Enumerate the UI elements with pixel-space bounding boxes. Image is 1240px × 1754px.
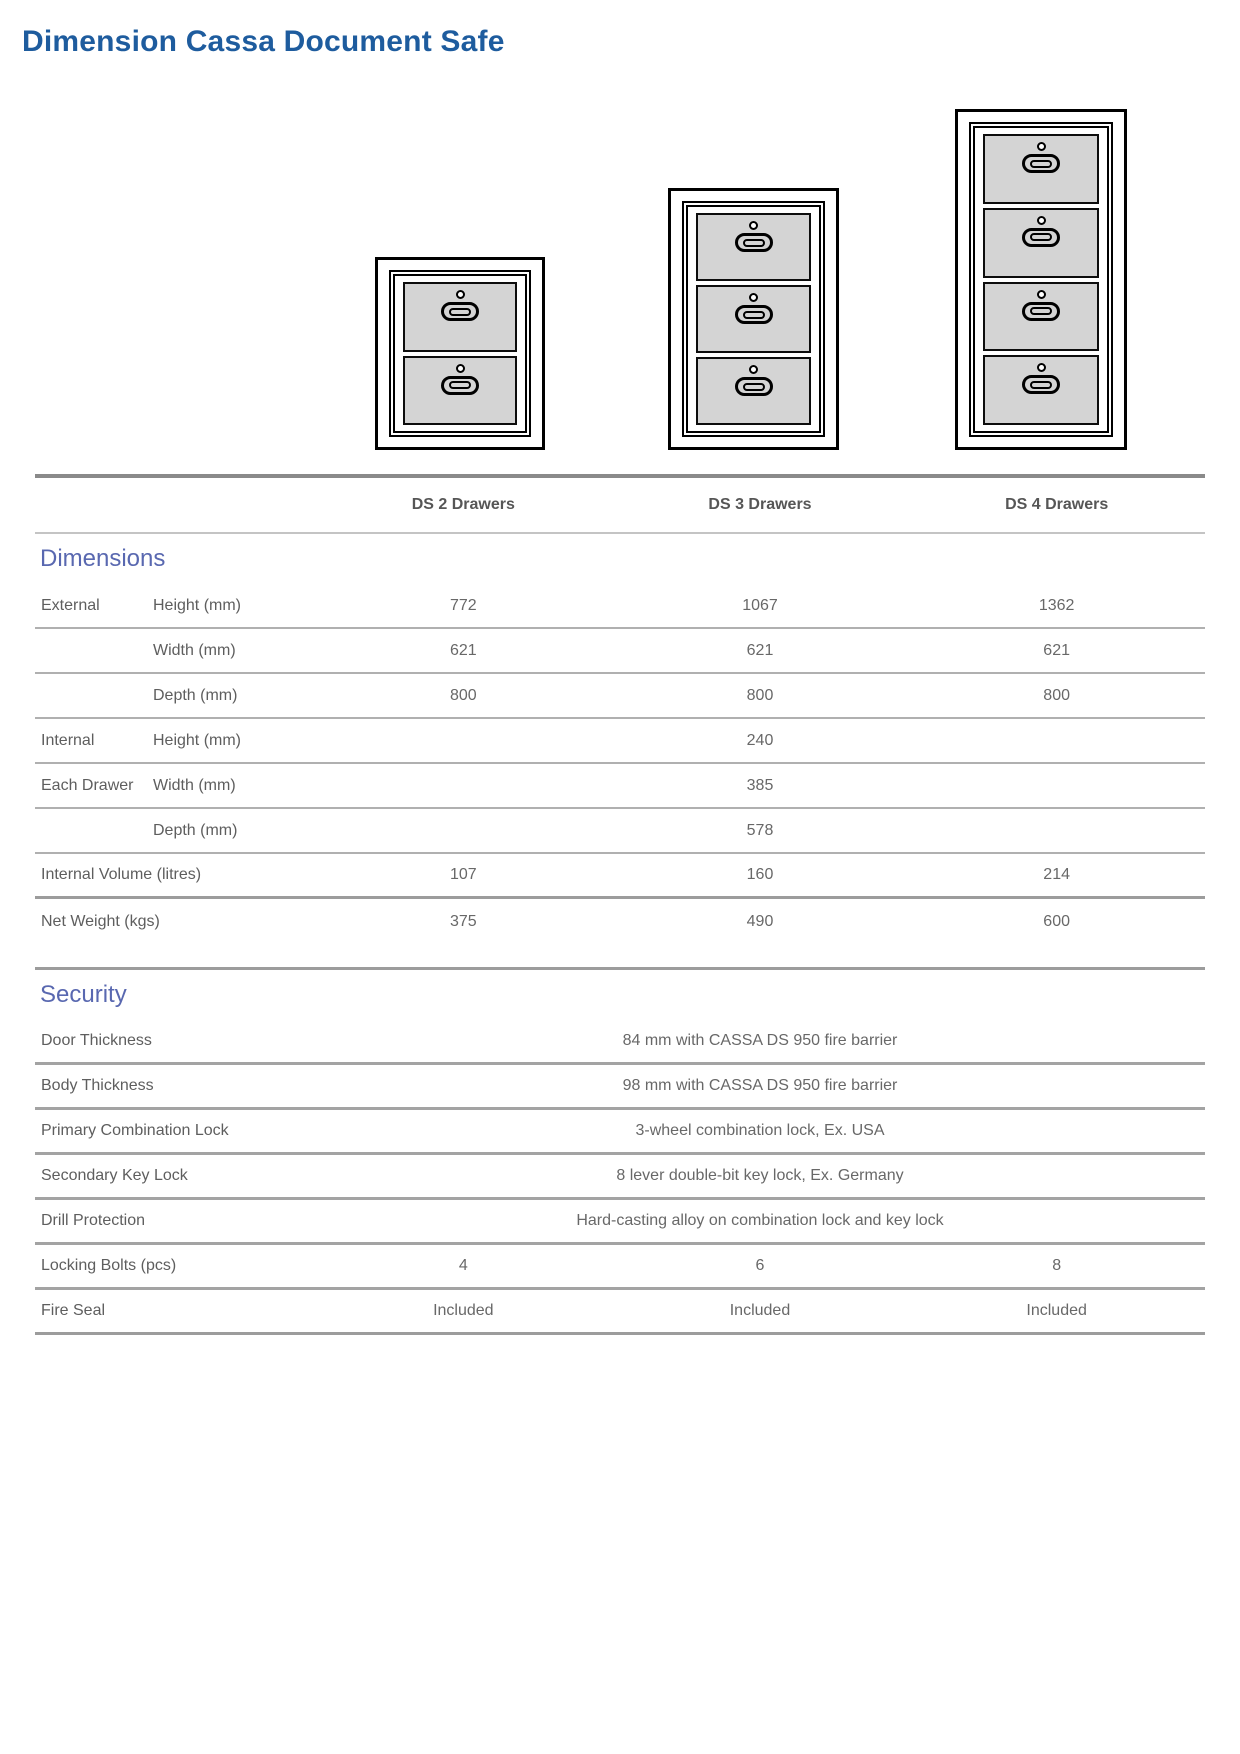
dimensions-section — [35, 534, 1205, 584]
row-group-label: Internal — [41, 731, 95, 749]
cell-value: 621 — [746, 641, 774, 659]
cell-value: 772 — [449, 596, 477, 614]
spec-table — [35, 474, 1205, 1335]
spec-row-primary-combination-lock — [35, 1110, 1205, 1155]
cell-value: 800 — [1043, 686, 1070, 704]
spec-row-fire-seal — [35, 1290, 1205, 1335]
drawer-handle-grip — [1030, 307, 1052, 315]
spec-row-locking-bolts — [35, 1245, 1205, 1290]
drawer-handle-grip — [449, 308, 471, 316]
drawer-handle-grip — [1030, 160, 1052, 168]
cell-value: 800 — [746, 686, 774, 704]
drawer-lock-icon — [456, 290, 465, 299]
row-label: Depth (mm) — [153, 821, 238, 839]
spec-row-net-weight — [35, 899, 1205, 944]
cell-value: 1067 — [742, 596, 778, 614]
safe-illustration-ds-4-drawers — [955, 109, 1127, 450]
table-header-row — [35, 478, 1205, 534]
drawer-lock-icon — [749, 365, 758, 374]
drawer-handle-icon — [735, 233, 773, 252]
drawer-lock-icon — [749, 293, 758, 302]
drawer-handle-icon — [441, 302, 479, 321]
cell-value: Included — [729, 1302, 791, 1319]
column-header-ds-2-drawers: DS 2 Drawers — [411, 496, 515, 513]
safe-drawer — [983, 208, 1099, 278]
spec-row-internal-height — [35, 719, 1205, 764]
spec-row-external-width — [35, 629, 1205, 674]
page-title: Dimension Cassa Document Safe — [22, 25, 505, 58]
drawer-stack — [983, 134, 1099, 425]
row-label: Height (mm) — [153, 731, 242, 749]
cell-value: 490 — [746, 912, 774, 930]
drawer-handle-grip — [1030, 381, 1052, 389]
spec-row-external-depth — [35, 674, 1205, 719]
drawer-handle-icon — [441, 376, 479, 395]
safe-drawer — [696, 213, 811, 281]
row-label: Fire Seal — [41, 1302, 106, 1319]
cell-value: 214 — [1043, 866, 1070, 883]
cell-value-merged: Hard-casting alloy on combination lock and key lock — [576, 1212, 944, 1229]
drawer-handle-icon — [1022, 375, 1060, 394]
spec-row-each-drawer-width — [35, 764, 1205, 809]
row-label: Drill Protection — [41, 1212, 146, 1229]
drawer-handle-icon — [1022, 154, 1060, 173]
row-label: Internal Volume (litres) — [41, 866, 202, 883]
drawer-stack — [403, 282, 517, 425]
row-group-label: Each Drawer — [41, 776, 134, 794]
spec-row-body-thickness — [35, 1065, 1205, 1110]
row-label: Body Thickness — [41, 1077, 154, 1094]
drawer-lock-icon — [1037, 142, 1046, 151]
spec-row-each-drawer-depth — [35, 809, 1205, 854]
drawer-handle-grip — [743, 383, 765, 391]
cell-value: 1362 — [1038, 596, 1075, 614]
column-header-ds-3-drawers: DS 3 Drawers — [708, 496, 812, 513]
row-label: Width (mm) — [153, 776, 236, 794]
row-label: Door Thickness — [41, 1032, 152, 1049]
row-label: Locking Bolts (pcs) — [41, 1257, 177, 1274]
cell-value: 375 — [449, 912, 477, 930]
cell-value: 600 — [1043, 912, 1070, 930]
drawer-handle-icon — [1022, 228, 1060, 247]
spec-row-door-thickness — [35, 1020, 1205, 1065]
cell-value: 6 — [755, 1257, 765, 1274]
row-label: Depth (mm) — [153, 686, 238, 704]
safe-drawer — [403, 356, 517, 426]
safe-door-frame — [969, 122, 1113, 437]
row-label: Width (mm) — [153, 641, 236, 659]
drawer-lock-icon — [456, 364, 465, 373]
row-group-label: External — [41, 596, 100, 614]
drawer-handle-grip — [743, 239, 765, 247]
column-header-ds-4-drawers: DS 4 Drawers — [1005, 496, 1109, 513]
cell-value: 8 — [1052, 1257, 1062, 1274]
safe-inner-frame — [973, 126, 1109, 433]
safe-illustration-ds-3-drawers — [668, 188, 839, 450]
safe-drawer — [696, 285, 811, 353]
cell-value-merged: 8 lever double-bit key lock, Ex. Germany — [616, 1167, 904, 1184]
safe-door-frame — [389, 270, 531, 437]
cell-value: 160 — [746, 866, 774, 883]
cell-value: 107 — [449, 866, 477, 883]
cell-value: 621 — [449, 641, 477, 659]
safe-drawer — [983, 282, 1099, 352]
row-label: Primary Combination Lock — [41, 1122, 229, 1139]
drawer-lock-icon — [1037, 363, 1046, 372]
safe-drawer — [983, 134, 1099, 204]
cell-value: 385 — [746, 776, 774, 794]
safe-inner-frame — [686, 205, 821, 433]
drawer-handle-icon — [1022, 302, 1060, 321]
section-heading-dimensions: Dimensions — [40, 545, 166, 572]
drawer-lock-icon — [1037, 290, 1046, 299]
row-label: Height (mm) — [153, 596, 242, 614]
drawer-handle-grip — [449, 381, 471, 389]
safe-door-frame — [682, 201, 825, 437]
cell-value: 4 — [458, 1257, 468, 1274]
cell-value: 240 — [746, 731, 774, 749]
safe-illustration-ds-2-drawers — [375, 257, 545, 450]
cell-value: Included — [433, 1302, 494, 1319]
spec-row-external-height — [35, 584, 1205, 629]
cell-value-merged: 3-wheel combination lock, Ex. USA — [635, 1122, 885, 1139]
spec-row-drill-protection — [35, 1200, 1205, 1245]
spec-row-secondary-key-lock — [35, 1155, 1205, 1200]
safe-drawer — [983, 355, 1099, 425]
section-heading-security: Security — [40, 981, 127, 1008]
drawer-lock-icon — [1037, 216, 1046, 225]
drawer-handle-grip — [743, 311, 765, 319]
drawer-handle-icon — [735, 377, 773, 396]
cell-value: 800 — [449, 686, 477, 704]
safe-drawer — [696, 357, 811, 425]
cell-value-merged: 84 mm with CASSA DS 950 fire barrier — [622, 1032, 898, 1049]
row-label: Net Weight (kgs) — [41, 912, 160, 930]
cell-value: 621 — [1043, 641, 1070, 659]
spec-row-internal-volume — [35, 854, 1205, 899]
security-section — [35, 967, 1205, 1335]
cell-value: Included — [1026, 1302, 1087, 1319]
row-label: Secondary Key Lock — [41, 1167, 188, 1184]
drawer-stack — [696, 213, 811, 425]
drawer-handle-icon — [735, 305, 773, 324]
cell-value-merged: 98 mm with CASSA DS 950 fire barrier — [622, 1077, 898, 1094]
drawer-lock-icon — [749, 221, 758, 230]
safe-inner-frame — [393, 274, 527, 433]
section-gap — [35, 944, 1205, 967]
drawer-handle-grip — [1030, 233, 1052, 241]
safe-drawer — [403, 282, 517, 352]
cell-value: 578 — [746, 821, 774, 839]
